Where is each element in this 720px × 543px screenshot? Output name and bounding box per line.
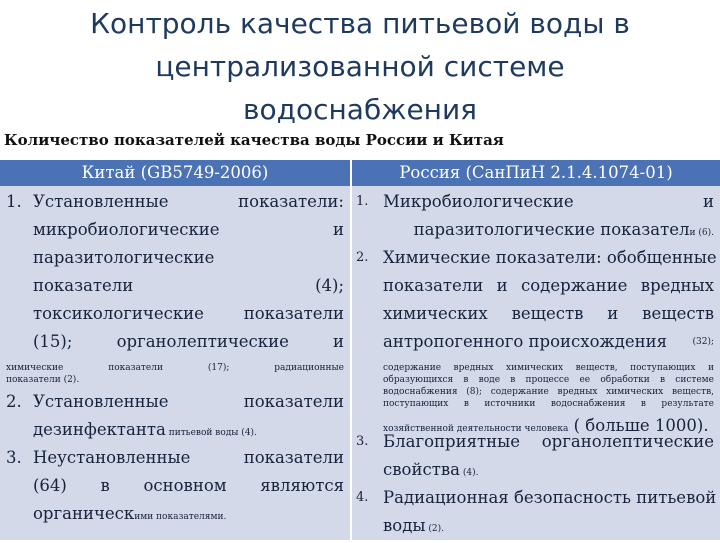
russia-item-1-line: Микробиологические и <box>383 192 714 211</box>
russia-item-2-line <box>383 328 714 356</box>
russia-column <box>352 186 720 540</box>
china-item-2-note: питьевой воды (4). <box>165 428 257 438</box>
comparison-table <box>0 160 720 540</box>
title-line-1: Контроль качества питьевой воды в <box>90 7 630 40</box>
russia-item-2-detail-line: поступающих в источники водоснабжения в результате <box>383 399 714 409</box>
china-item-1-number: 1. <box>6 192 22 211</box>
russia-item-2 <box>383 244 717 356</box>
russia-item-2-detail-line: содержание вредных химических веществ, поступающих и <box>383 363 714 373</box>
russia-item-2-line: показатели и содержание вредных <box>383 276 714 295</box>
table-caption: Количество показателей качества воды России и Китая <box>4 131 504 149</box>
russia-item-4-number: 4. <box>356 490 369 505</box>
russia-item-3-line: Благоприятные органолептические <box>383 432 714 451</box>
russia-item-4 <box>383 484 717 543</box>
slide-title <box>60 2 660 131</box>
china-item-3-note: ими показателями. <box>134 512 227 522</box>
russia-item-2-note: (32); <box>692 337 714 347</box>
china-item-2 <box>33 388 344 447</box>
china-item-2-line: Установленные показатели <box>33 392 344 411</box>
russia-item-2-number: 2. <box>356 250 369 265</box>
china-item-1-line: микробиологические и <box>33 220 344 239</box>
china-item-2-number: 2. <box>6 392 22 411</box>
china-item-3-line: Неустановленные показатели <box>33 448 344 467</box>
china-column <box>0 186 350 540</box>
china-item-3-line: (64) в основном являются <box>33 476 344 495</box>
china-item-2-text: дезинфектанта <box>33 420 166 439</box>
china-item-1-details <box>6 362 344 386</box>
china-item-3-number: 3. <box>6 448 22 467</box>
china-item-1-line: (15); органолептические и <box>33 332 344 351</box>
russia-item-2-detail-end: хозяйственной деятельности человека <box>383 424 569 434</box>
russia-item-2-count: ( больше 1000). <box>568 416 709 435</box>
russia-item-4-text: воды <box>383 516 426 535</box>
china-item-1-detail-line: показатели (2). <box>6 375 80 385</box>
russia-item-3-note: (4). <box>459 468 479 478</box>
russia-item-4-line: Радиационная безопасность питьевой <box>383 488 717 507</box>
china-column-header: Китай (GB5749-2006) <box>0 160 350 186</box>
russia-item-2-detail-line: образующихся в воде в процессе ее обработки в системе <box>383 375 714 385</box>
russia-item-1-text: паразитологические показател <box>413 220 690 239</box>
china-item-1-line: Установленные показатели: <box>33 192 344 211</box>
russia-column-header: Россия (СанПиН 2.1.4.1074-01) <box>352 160 720 186</box>
china-item-3-line <box>33 500 344 531</box>
russia-item-1 <box>383 188 714 247</box>
china-item-1-line: паразитологические <box>33 248 215 267</box>
china-item-1-detail-line: химические показатели (17); радиационные <box>6 363 344 373</box>
china-item-1-line: показатели (4); <box>33 276 344 295</box>
russia-item-1-line <box>383 216 714 247</box>
china-item-3-text: органическ <box>33 504 135 523</box>
russia-item-3-text: свойства <box>383 460 460 479</box>
russia-item-2-line: химических веществ и веществ <box>383 304 714 323</box>
russia-item-3-line <box>383 456 714 487</box>
russia-item-4-line <box>383 512 714 543</box>
china-item-2-line <box>33 416 344 447</box>
russia-item-3-number: 3. <box>356 434 369 449</box>
russia-item-2-text: антропогенного происхождения <box>383 332 668 351</box>
russia-item-2-line: Химические показатели: обобщенные <box>383 248 717 267</box>
russia-item-1-number: 1. <box>356 194 369 209</box>
china-item-3 <box>33 444 344 531</box>
title-line-3: водоснабжения <box>242 93 478 126</box>
china-item-1-line: токсикологические показатели <box>33 304 344 323</box>
russia-item-1-note: и (6). <box>689 228 714 238</box>
china-item-1 <box>33 188 344 356</box>
russia-item-3 <box>383 428 714 487</box>
russia-item-2-detail-line: водоснабжения (8); содержание вредных химических веществ, <box>383 387 714 397</box>
russia-item-4-note: (2). <box>425 524 444 534</box>
title-line-2: централизованной системе <box>155 50 565 83</box>
